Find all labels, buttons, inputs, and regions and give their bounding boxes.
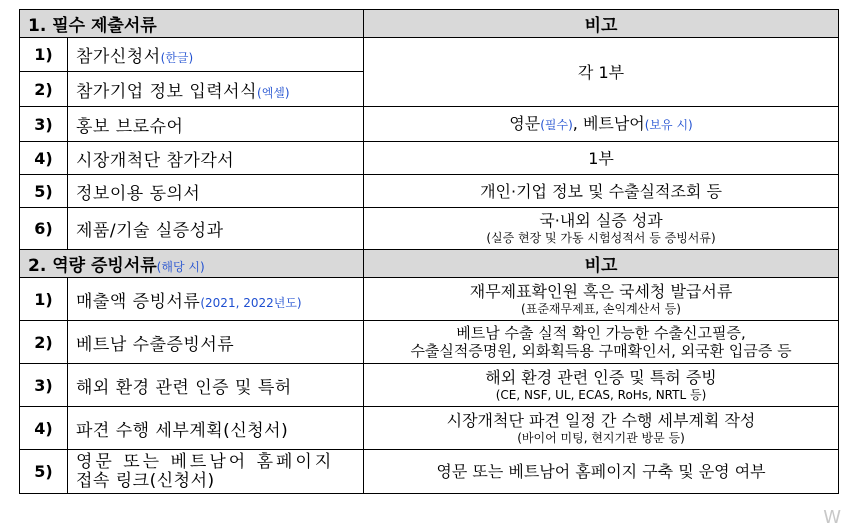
row-num: 1) <box>20 38 68 72</box>
table-row <box>20 208 839 250</box>
table-row <box>20 107 839 142</box>
row-name: 시장개척단 참가각서 <box>68 142 364 175</box>
row-name: 제품/기술 실증성과 <box>68 208 364 250</box>
row-name: 영문 또는 베트남어 홈페이지 접속 링크(신청서) <box>68 450 364 494</box>
table-row <box>20 175 839 208</box>
row-num: 4) <box>20 142 68 175</box>
row-name: 정보이용 동의서 <box>68 175 364 208</box>
section1-title-num: 1. <box>28 16 47 36</box>
row-note: 1부 <box>364 142 839 175</box>
row-num: 3) <box>20 107 68 142</box>
row-num: 5) <box>20 175 68 208</box>
documents-table <box>19 9 839 494</box>
table-row <box>20 407 839 450</box>
row-num: 2) <box>20 72 68 107</box>
row-note: 영문(필수), 베트남어(보유 시) <box>364 107 839 142</box>
row-note: 영문 또는 베트남어 홈페이지 구축 및 운영 여부 <box>364 450 839 494</box>
row-name: 참가신청서(한글) <box>68 38 364 72</box>
row-name: 매출액 증빙서류(2021, 2022년도) <box>68 278 364 321</box>
section1-title <box>20 10 364 38</box>
row-num: 3) <box>20 364 68 407</box>
section1-title-text: 필수 제출서류 <box>52 16 157 36</box>
row-num: 1) <box>20 278 68 321</box>
row-note: 각 1부 <box>364 38 839 107</box>
row-note: 개인·기업 정보 및 수출실적조회 등 <box>364 175 839 208</box>
row-note: 해외 환경 관련 인증 및 특허 증빙 (CE, NSF, UL, ECAS, RoHs, NRTL 등) <box>364 364 839 407</box>
table-row <box>20 450 839 494</box>
row-name: 참가기업 정보 입력서식(엑셀) <box>68 72 364 107</box>
table-row <box>20 364 839 407</box>
table-row <box>20 278 839 321</box>
row-num: 5) <box>20 450 68 494</box>
row-note: 재무제표확인원 혹은 국세청 발급서류 (표준재무제표, 손익계산서 등) <box>364 278 839 321</box>
row-name: 파견 수행 세부계획(신청서) <box>68 407 364 450</box>
section2-header-row <box>20 250 839 278</box>
section1-header-row <box>20 10 839 38</box>
section2-note-header: 비고 <box>364 250 839 278</box>
row-note: 국·내외 실증 성과 (실증 현장 및 가동 시험성적서 등 증빙서류) <box>364 208 839 250</box>
section2-title-text: 역량 증빙서류 <box>52 256 157 276</box>
row-note: 시장개척단 파견 일정 간 수행 세부계획 작성 (바이어 미팅, 현지기관 방문 등) <box>364 407 839 450</box>
row-num: 2) <box>20 321 68 364</box>
table-row <box>20 142 839 175</box>
table-row <box>20 321 839 364</box>
row-name: 베트남 수출증빙서류 <box>68 321 364 364</box>
section1-note-header: 비고 <box>364 10 839 38</box>
row-num: 4) <box>20 407 68 450</box>
table-row <box>20 38 839 72</box>
row-name: 해외 환경 관련 인증 및 특허 <box>68 364 364 407</box>
row-num: 6) <box>20 208 68 250</box>
section2-title-note: (해당 시) <box>156 260 205 274</box>
section2-title <box>20 250 364 278</box>
corner-mark: W <box>823 507 841 528</box>
section2-title-num: 2. <box>28 256 47 276</box>
row-note: 베트남 수출 실적 확인 가능한 수출신고필증, 수출실적증명원, 외화획득용 구매확인서, 외국환 입금증 등 <box>364 321 839 364</box>
row-name: 홍보 브로슈어 <box>68 107 364 142</box>
